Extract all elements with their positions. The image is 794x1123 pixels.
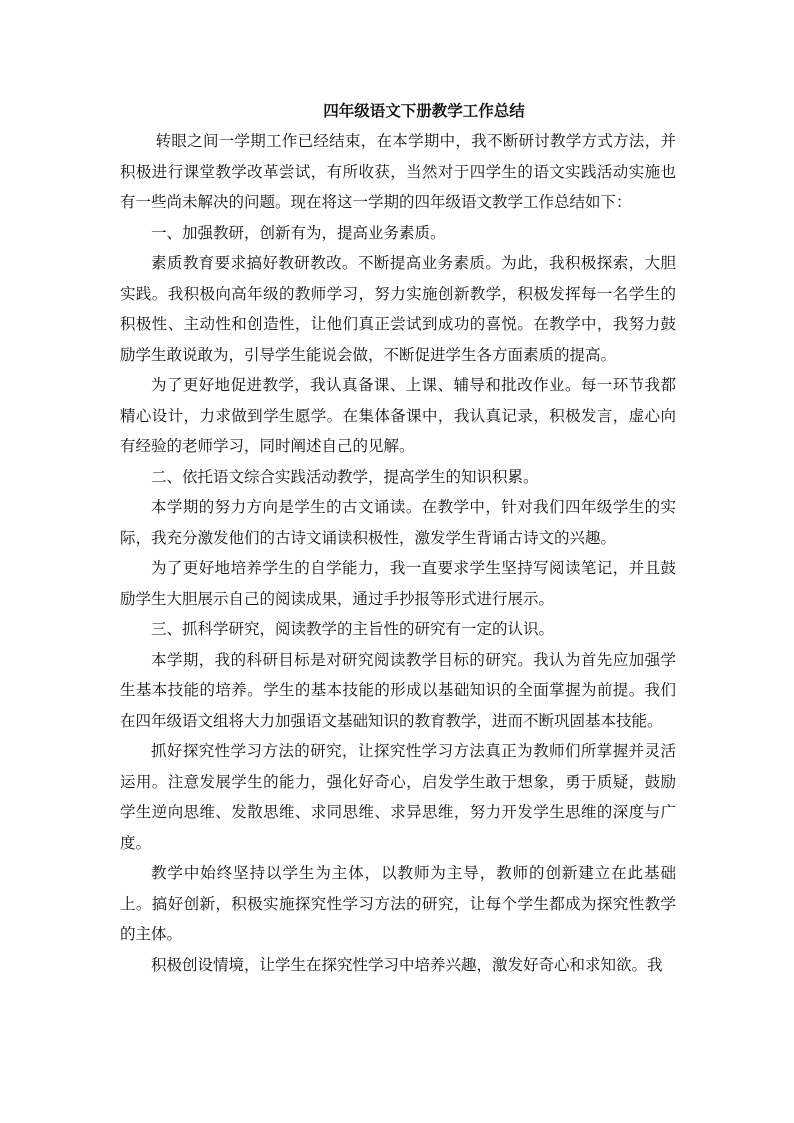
section-heading-2: 二、依托语文综合实践活动教学，提高学生的知识积累。 [151, 467, 539, 486]
paragraph: 本学期，我的科研目标是对研究阅读教学目标的研究。我认为首先应加强学生基本技能的培养。学生的基本技能的形成以基础知识的全面掌握为前提。我们在四年级语文组将大力加强语文基础知识的教育教学，进而不断巩固基本技能。 [120, 650, 676, 730]
section-heading-1: 一、加强教研，创新有为，提高业务素质。 [151, 223, 446, 242]
section-heading-3: 三、抓科学研究，阅读教学的主旨性的研究有一定的认识。 [151, 620, 555, 638]
paragraph: 为了更好地促进教学，我认真备课、上课、辅导和批改作业。每一环节我都精心设计，力求做到学生愿学。在集体备课中，我认真记录，积极发言，虚心向有经验的老师学习，同时阐述自己的见解。 [120, 376, 676, 455]
paragraph: 素质教育要求搞好教研教改。不断提高业务素质。为此，我积极探索，大胆实践。我积极向高年级的教师学习，努力实施创新教学，积极发挥每一名学生的积极性、主动性和创造性，让他们真正尝试到成功的喜悦。在教学中，我努力鼓励学生敢说敢为，引导学生能说会做，不断促进学生各方面素质的提高。 [120, 254, 676, 364]
paragraph: 本学期的努力方向是学生的古文诵读。在教学中，针对我们四年级学生的实际，我充分激发他们的古诗文诵读积极性，激发学生背诵古诗文的兴趣。 [120, 498, 676, 547]
document-body [120, 100, 676, 980]
document-title: 四年级语文下册教学工作总结 [323, 101, 525, 120]
paragraph-intro: 转眼之间一学期工作已经结束，在本学期中，我不断研讨教学方式方法，并积极进行课堂教学改革尝试，有所收获，当然对于四学生的语文实践活动实施也有一些尚未解决的问题。现在将这一学期的四年级语文教学工作总结如下： [120, 132, 676, 211]
paragraph: 积极创设情境，让学生在探究性学习中培养兴趣，激发好奇心和求知欲。我 [151, 955, 663, 974]
paragraph: 为了更好地培养学生的自学能力，我一直要求学生坚持写阅读笔记，并且鼓励学生大胆展示自己的阅读成果，通过手抄报等形式进行展示。 [120, 559, 676, 608]
paragraph: 抓好探究性学习方法的研究，让探究性学习方法真正为教师们所掌握并灵活运用。注意发展学生的能力，强化好奇心，启发学生敢于想象，勇于质疑，鼓励学生逆向思维、发散思维、求同思维、求异思维，努力开发学生思维的深度与广度。 [120, 742, 676, 852]
paragraph: 教学中始终坚持以学生为主体，以教师为主导，教师的创新建立在此基础上。搞好创新，积极实施探究性学习方法的研究，让每个学生都成为探究性教学的主体。 [120, 864, 676, 943]
